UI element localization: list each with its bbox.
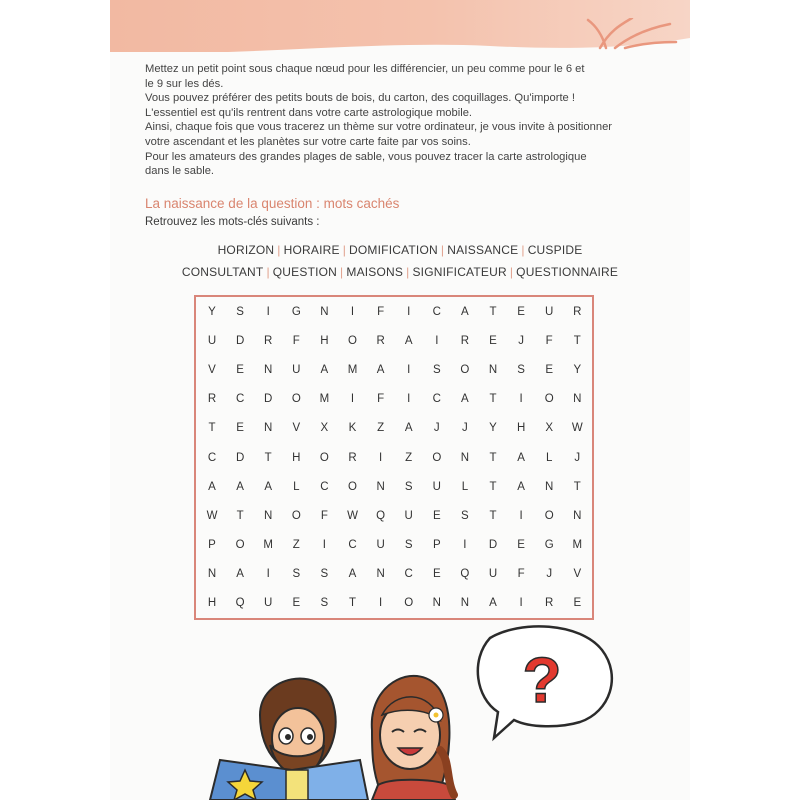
word-separator: | [509,265,514,279]
grid-letter: W [206,509,218,522]
grid-letter: U [404,509,413,522]
grid-letter: R [573,306,582,318]
grid-letter: R [348,451,357,464]
grid-letter: T [489,509,497,522]
grid-letter: Y [489,422,497,435]
grid-letter: A [320,364,329,377]
grid-letter: S [461,509,469,522]
grid-letter: I [407,364,411,377]
grid-letter: M [347,364,358,377]
grid-letter: U [207,335,217,348]
word-separator: | [266,265,270,279]
paragraph-line: L'essentiel est qu'ils rentrent dans votre carte astrologique mobile. [145,106,473,119]
grid-letter: E [573,597,582,609]
grid-letter: N [264,364,273,377]
grid-letter: P [432,538,441,551]
grid-row [196,415,592,441]
keyword: QUESTION [272,265,338,279]
grid-letter: S [432,364,441,377]
grid-letter: A [348,567,357,580]
instructions-text: Retrouvez les mots-clés suivants : [145,216,320,228]
word-search-grid [194,295,594,620]
grid-letter: E [236,364,244,377]
keyword: HORIZON [217,243,275,257]
man-character [210,679,368,800]
grid-row [196,474,592,500]
grid-letter: Z [405,451,413,464]
grid-letter: F [545,335,553,348]
grid-letter: T [264,451,272,464]
grid-row [196,590,592,616]
grid-letter: U [432,480,441,493]
speech-bubble [478,626,612,738]
grid-letter: I [519,393,523,406]
grid-letter: T [573,335,581,348]
paragraph-line: Vous pouvez préférer des petits bouts de bois, du carton, des coquillages. Qu'importe ! [145,92,575,105]
grid-letter: C [207,451,217,464]
grid-letter: C [235,393,245,406]
grid-letter: J [546,567,553,580]
grid-letter: O [235,538,245,551]
grid-letter: N [573,393,582,406]
grid-letter: V [208,364,216,377]
grid-letter: O [291,509,301,522]
grid-letter: J [574,451,581,464]
grid-letter: I [378,597,383,609]
question-mark: ? [522,644,562,716]
grid-letter: I [519,509,523,522]
grid-letter: I [322,538,326,551]
grid-letter: N [545,480,554,493]
paragraph-line: le 9 sur les dés. [145,77,224,90]
grid-letter: A [404,422,413,435]
grid-row [196,503,592,529]
grid-letter: I [519,597,523,609]
grid-letter: A [264,480,273,493]
grid-letter: O [404,597,414,609]
grid-letter: H [516,422,526,435]
grid-letter: U [488,567,498,580]
paragraph-line: Pour les amateurs des grandes plages de sable, vous pouvez tracer la carte astrologique [145,150,587,163]
grid-letter: D [488,538,498,551]
grid-letter: F [377,306,385,318]
grid-letter: F [320,509,328,522]
grid-letter: Q [235,597,245,609]
grid-letter: A [236,567,244,580]
keyword: CUSPIDE [527,243,583,257]
grid-letter: T [489,480,497,493]
grid-letter: O [291,393,301,406]
grid-letter: N [320,306,329,318]
grid-letter: Y [208,306,216,318]
grid-letter: I [350,393,355,406]
paragraph-line: Ainsi, chaque fois que vous tracerez un thème sur votre ordinateur, je vous invite à positionner [145,121,613,134]
grid-letter: T [573,480,581,493]
grid-row [196,328,592,354]
grid-letter: G [544,538,554,551]
keyword: CONSULTANT [181,265,264,279]
grid-letter: O [319,451,329,464]
grid-letter: N [264,509,273,522]
word-separator: | [440,243,445,257]
grid-letter: C [432,306,441,318]
grid-letter: O [432,451,442,464]
grid-letter: X [320,422,329,435]
grid-letter: J [518,335,524,348]
grid-letter: E [489,335,497,348]
grid-letter: T [489,451,497,464]
header-wave-decoration [110,18,690,62]
paragraph-line: Mettez un petit point sous chaque nœud pour les différencier, un peu comme pour le 6 et [145,63,585,75]
grid-letter: F [292,335,300,348]
illustration [110,620,690,800]
grid-letter: E [545,364,554,377]
grid-letter: N [264,422,273,435]
grid-letter: C [432,393,441,406]
grid-letter: P [208,538,216,551]
grid-letter: S [320,567,329,580]
grid-letter: X [545,422,554,435]
paragraph-line: votre ascendant et les planètes sur votre carte faite par vos soins. [145,135,471,148]
grid-letter: I [350,306,355,318]
grid-letter: S [236,306,244,318]
grid-letter: E [432,509,441,522]
grid-letter: O [460,364,470,377]
word-separator: | [340,265,344,279]
grid-letter: I [266,567,270,580]
grid-letter: W [347,509,358,522]
grid-letter: Q [460,567,470,580]
grid-letter: K [348,422,357,435]
grid-letter: S [292,567,301,580]
grid-letter: D [235,335,245,348]
grid-letter: S [404,538,413,551]
grid-letter: R [207,393,217,406]
grid-letter: E [517,538,525,551]
grid-letter: L [293,480,300,493]
grid-letter: N [573,509,582,522]
grid-letter: J [462,422,468,435]
word-separator: | [406,265,410,279]
word-separator: | [277,243,281,257]
grid-letter: N [488,364,498,377]
grid-letter: N [460,597,470,609]
grid-letter: S [404,480,413,493]
section-title: La naissance de la question : mots cachés [145,196,400,211]
grid-letter: O [348,480,357,493]
grid-row [196,561,592,587]
keyword: NAISSANCE [447,243,519,257]
grid-letter: T [489,306,497,318]
grid-row [196,445,592,471]
grid-letter: N [376,567,385,580]
grid-letter: A [461,306,469,318]
grid-letter: L [545,451,553,464]
grid-letter: H [320,335,329,348]
grid-letter: E [292,597,301,609]
grid-letter: A [208,480,216,493]
keyword: MAISONS [346,265,404,279]
grid-letter: H [207,597,217,609]
keyword: DOMIFICATION [349,243,438,257]
grid-letter: T [489,393,497,406]
grid-letter: U [292,364,301,377]
grid-letter: A [404,335,413,348]
grid-letter: O [348,335,357,348]
grid-letter: T [208,422,216,435]
grid-letter: Z [292,538,300,551]
grid-row [196,357,592,383]
keyword: SIGNIFICATEUR [412,265,507,279]
grid-letter: E [432,567,441,580]
grid-letter: V [573,567,582,580]
woman-character [372,676,455,800]
keyword: HORAIRE [283,243,340,257]
grid-letter: A [517,451,525,464]
grid-letter: N [432,597,441,609]
grid-letter: C [320,480,329,493]
grid-letter: F [377,393,385,406]
word-list-line-2 [110,265,690,279]
grid-letter: C [348,538,357,551]
grid-letter: I [463,538,467,551]
grid-letter: U [545,306,554,318]
grid-letter: R [460,335,470,348]
body-text [145,62,655,179]
grid-letter: O [544,509,554,522]
paragraph-line: dans le sable. [145,165,215,178]
grid-letter: N [460,451,470,464]
grid-letter: R [376,335,385,348]
grid-letter: Z [377,422,385,435]
grid-letter: D [264,393,273,406]
grid-letter: R [545,597,554,609]
grid-letter: I [407,393,411,406]
grid-letter: G [291,306,301,318]
word-separator: | [342,243,347,257]
grid-letter: T [348,597,357,609]
grid-letter: S [517,364,525,377]
grid-row [196,532,592,558]
grid-letter: E [236,422,244,435]
grid-letter: S [320,597,329,609]
grid-letter: J [433,422,440,435]
word-separator: | [521,243,525,257]
grid-letter: A [236,480,244,493]
grid-letter: U [264,597,273,609]
grid-letter: A [489,597,497,609]
grid-letter: O [544,393,554,406]
grid-letter: H [292,451,301,464]
grid-letter: C [404,567,413,580]
grid-letter: I [407,306,411,318]
grid-letter: I [435,335,439,348]
grid-letter: M [319,393,330,406]
grid-letter: M [263,538,273,551]
keyword: QUESTIONNAIRE [516,265,619,279]
grid-letter: Q [376,509,386,522]
grid-letter: T [236,509,244,522]
grid-letter: D [235,451,245,464]
grid-letter: Y [573,364,582,377]
grid-letter: E [517,306,525,318]
grid-letter: W [571,422,583,435]
grid-letter: I [266,306,270,318]
grid-letter: N [376,480,385,493]
grid-letter: I [378,451,383,464]
grid-letter: A [517,480,525,493]
grid-letter: N [207,567,217,580]
word-list-line-1 [110,243,690,257]
grid-letter: F [517,567,525,580]
grid-row [196,386,592,412]
grid-letter: M [572,538,583,551]
grid-letter: A [376,364,385,377]
grid-letter: U [376,538,385,551]
grid-letter: R [264,335,273,348]
grid-letter: L [461,480,469,493]
grid-letter: V [292,422,301,435]
grid-letter: A [461,393,469,406]
grid-row [196,299,592,325]
